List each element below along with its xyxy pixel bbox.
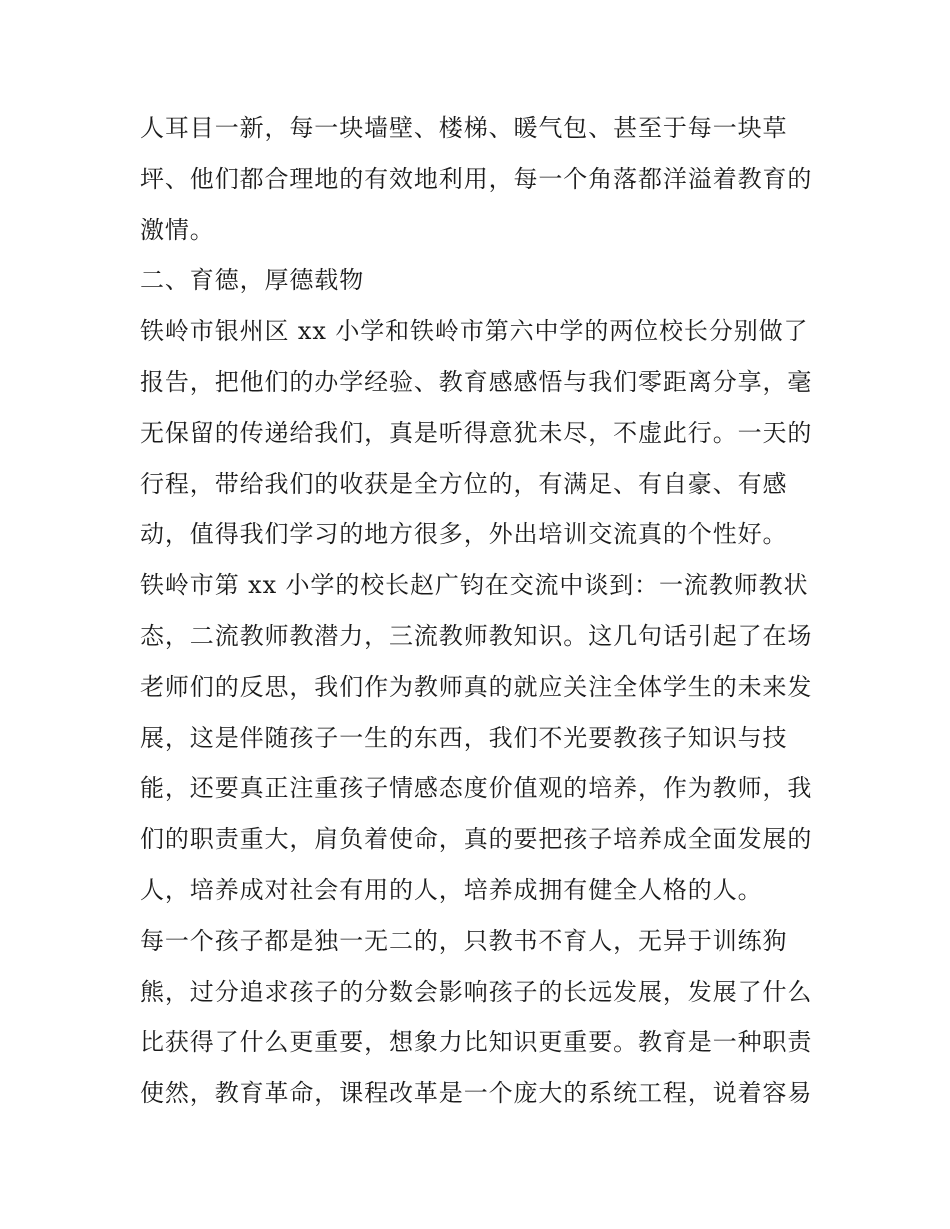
text-line: 老师们的反思，我们作为教师真的就应关注全体学生的未来发 <box>140 672 813 701</box>
text-line: 行程，带给我们的收获是全方位的，有满足、有自豪、有感 <box>140 469 788 498</box>
text-line: 人耳目一新，每一块墙壁、楼梯、暖气包、甚至于每一块草 <box>140 114 788 142</box>
paragraph-principal-quote <box>140 560 812 916</box>
document-body <box>140 103 812 1119</box>
text-line: 激情。 <box>140 215 215 244</box>
paragraph-principal-reports <box>140 306 812 560</box>
section-heading <box>140 255 812 306</box>
text-line: 态，二流教师教潜力，三流教师教知识。这几句话引起了在场 <box>140 621 813 650</box>
text-line: 人，培养成对社会有用的人，培养成拥有健全人格的人。 <box>140 875 763 904</box>
text-line: 报告，把他们的办学经验、教育感感悟与我们零距离分享，毫 <box>140 367 813 396</box>
text-line: 比获得了什么更重要，想象力比知识更重要。教育是一种职责 <box>140 1028 813 1057</box>
text-line: 无保留的传递给我们，真是听得意犹未尽，不虚此行。一天的 <box>140 418 813 447</box>
paragraph-unique-child <box>140 916 812 1119</box>
text-line: 铁岭市第 xx 小学的校长赵广钧在交流中谈到：一流教师教状 <box>140 571 809 600</box>
heading-line: 二、育德，厚德载物 <box>140 266 365 295</box>
text-line: 铁岭市银州区 xx 小学和铁岭市第六中学的两位校长分别做了 <box>140 317 809 346</box>
text-line: 们的职责重大，肩负着使命，真的要把孩子培养成全面发展的 <box>140 825 813 854</box>
text-line: 每一个孩子都是独一无二的，只教书不育人，无异于训练狗 <box>140 926 788 955</box>
text-line: 使然，教育革命，课程改革是一个庞大的系统工程，说着容易 <box>140 1079 813 1108</box>
text-line: 能，还要真正注重孩子情感态度价值观的培养，作为教师，我 <box>140 774 813 803</box>
text-line: 展，这是伴随孩子一生的东西，我们不光要教孩子知识与技 <box>140 723 788 752</box>
text-line: 动，值得我们学习的地方很多，外出培训交流真的个性好。 <box>140 520 788 549</box>
paragraph-school-environment <box>140 103 812 255</box>
text-line: 坪、他们都合理地的有效地利用，每一个角落都洋溢着教育的 <box>140 164 813 193</box>
text-line: 熊，过分追求孩子的分数会影响孩子的长远发展，发展了什么 <box>140 977 813 1006</box>
